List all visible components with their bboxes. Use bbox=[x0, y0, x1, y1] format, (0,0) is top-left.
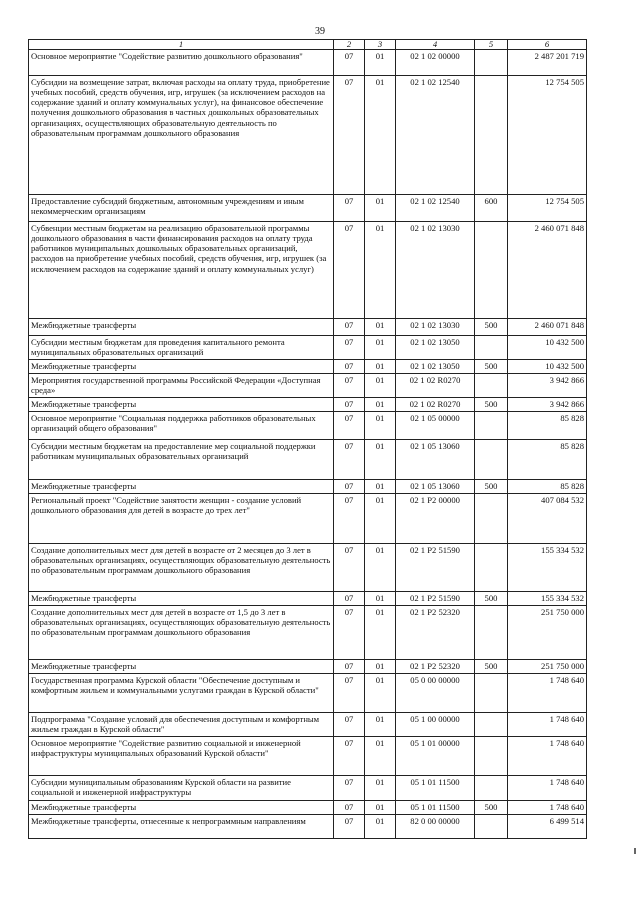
row-target-item: 05 0 00 00000 bbox=[396, 674, 475, 713]
row-section: 07 bbox=[334, 713, 365, 737]
row-section: 07 bbox=[334, 480, 365, 494]
row-section: 07 bbox=[334, 606, 365, 660]
row-expense-type bbox=[475, 674, 508, 713]
row-target-item: 02 1 02 R0270 bbox=[396, 398, 475, 412]
row-section: 07 bbox=[334, 412, 365, 440]
row-amount: 1 748 640 bbox=[508, 776, 587, 801]
row-amount: 6 499 514 bbox=[508, 815, 587, 839]
row-expense-type bbox=[475, 606, 508, 660]
row-expense-type bbox=[475, 412, 508, 440]
table-row bbox=[29, 592, 587, 606]
table-row bbox=[29, 660, 587, 674]
row-expense-type bbox=[475, 815, 508, 839]
row-section: 07 bbox=[334, 776, 365, 801]
row-section: 07 bbox=[334, 544, 365, 592]
row-amount: 1 748 640 bbox=[508, 801, 587, 815]
row-amount: 3 942 866 bbox=[508, 398, 587, 412]
table-row bbox=[29, 713, 587, 737]
row-expense-type: 500 bbox=[475, 801, 508, 815]
header-col-expense-type: 5 bbox=[475, 40, 508, 50]
row-amount: 85 828 bbox=[508, 480, 587, 494]
row-expense-type: 500 bbox=[475, 360, 508, 374]
row-expense-type bbox=[475, 222, 508, 319]
row-subsection: 01 bbox=[365, 494, 396, 544]
row-name: Межбюджетные трансферты bbox=[29, 660, 334, 674]
table-row bbox=[29, 494, 587, 544]
row-amount: 12 754 505 bbox=[508, 76, 587, 195]
row-name: Основное мероприятие "Содействие развитию социальной и инженерной инфраструктуры муниципальных образований Курской области" bbox=[29, 737, 334, 776]
row-expense-type bbox=[475, 374, 508, 398]
row-expense-type: 500 bbox=[475, 480, 508, 494]
table-row bbox=[29, 50, 587, 76]
row-subsection: 01 bbox=[365, 360, 396, 374]
row-name: Субвенции местным бюджетам на реализацию образовательной программы дошкольного образования в части финансирования расходов на оплату труда работников муниципальных дошкольных образовательных организаций, расходов на приобретение учебных пособий, средств обучения, игр, игрушек (за исключением расходов на содержание зданий и оплату коммунальных услуг) bbox=[29, 222, 334, 319]
row-section: 07 bbox=[334, 76, 365, 195]
row-subsection: 01 bbox=[365, 222, 396, 319]
row-name: Региональный проект "Содействие занятости женщин - создание условий дошкольного образования для детей в возрасте до трех лет" bbox=[29, 494, 334, 544]
table-row bbox=[29, 544, 587, 592]
budget-table bbox=[28, 39, 587, 839]
table-row bbox=[29, 440, 587, 480]
row-section: 07 bbox=[334, 592, 365, 606]
row-name: Создание дополнительных мест для детей в возрасте от 2 месяцев до 3 лет в образовательных организациях, осуществляющих образовательную деятельность по образовательным программам дошкольного образования bbox=[29, 544, 334, 592]
row-section: 07 bbox=[334, 815, 365, 839]
row-subsection: 01 bbox=[365, 374, 396, 398]
scan-mark bbox=[634, 848, 636, 854]
row-target-item: 02 1 P2 51590 bbox=[396, 544, 475, 592]
table-row bbox=[29, 76, 587, 195]
row-target-item: 05 1 00 00000 bbox=[396, 713, 475, 737]
row-expense-type bbox=[475, 544, 508, 592]
row-amount: 85 828 bbox=[508, 440, 587, 480]
row-subsection: 01 bbox=[365, 737, 396, 776]
row-amount: 1 748 640 bbox=[508, 674, 587, 713]
table-row bbox=[29, 319, 587, 336]
row-amount: 3 942 866 bbox=[508, 374, 587, 398]
row-section: 07 bbox=[334, 374, 365, 398]
row-amount: 2 460 071 848 bbox=[508, 319, 587, 336]
row-name: Основное мероприятие "Содействие развитию дошкольного образования" bbox=[29, 50, 334, 76]
row-name: Предоставление субсидий бюджетным, автономным учреждениям и иным некоммерческим организациям bbox=[29, 195, 334, 222]
row-subsection: 01 bbox=[365, 815, 396, 839]
row-section: 07 bbox=[334, 222, 365, 319]
row-subsection: 01 bbox=[365, 776, 396, 801]
row-name: Межбюджетные трансферты bbox=[29, 398, 334, 412]
row-target-item: 02 1 05 13060 bbox=[396, 440, 475, 480]
row-name: Государственная программа Курской области "Обеспечение доступным и комфортным жильем и коммунальными услугами граждан в Курской области" bbox=[29, 674, 334, 713]
row-subsection: 01 bbox=[365, 440, 396, 480]
table-row bbox=[29, 222, 587, 319]
row-amount: 10 432 500 bbox=[508, 336, 587, 360]
row-name: Межбюджетные трансферты bbox=[29, 592, 334, 606]
row-section: 07 bbox=[334, 440, 365, 480]
row-target-item: 02 1 02 12540 bbox=[396, 76, 475, 195]
row-expense-type bbox=[475, 440, 508, 480]
table-row bbox=[29, 776, 587, 801]
row-name: Субсидии местным бюджетам для проведения капитального ремонта муниципальных образовательных организаций bbox=[29, 336, 334, 360]
row-target-item: 05 1 01 00000 bbox=[396, 737, 475, 776]
row-subsection: 01 bbox=[365, 592, 396, 606]
table-row bbox=[29, 737, 587, 776]
row-target-item: 02 1 02 00000 bbox=[396, 50, 475, 76]
table-row bbox=[29, 336, 587, 360]
row-expense-type bbox=[475, 776, 508, 801]
row-amount: 2 460 071 848 bbox=[508, 222, 587, 319]
row-amount: 407 084 532 bbox=[508, 494, 587, 544]
row-amount: 251 750 000 bbox=[508, 660, 587, 674]
row-target-item: 02 1 02 13030 bbox=[396, 222, 475, 319]
row-target-item: 02 1 05 00000 bbox=[396, 412, 475, 440]
header-col-amount: 6 bbox=[508, 40, 587, 50]
row-name: Межбюджетные трансферты bbox=[29, 480, 334, 494]
row-amount: 2 487 201 719 bbox=[508, 50, 587, 76]
row-expense-type bbox=[475, 76, 508, 195]
row-amount: 85 828 bbox=[508, 412, 587, 440]
table-row bbox=[29, 801, 587, 815]
row-expense-type: 500 bbox=[475, 319, 508, 336]
header-col-name: 1 bbox=[29, 40, 334, 50]
row-subsection: 01 bbox=[365, 674, 396, 713]
row-name: Основное мероприятие "Социальная поддержка работников образовательных организаций общего образования" bbox=[29, 412, 334, 440]
row-target-item: 05 1 01 11500 bbox=[396, 776, 475, 801]
row-name: Мероприятия государственной программы Российской Федерации «Доступная среда» bbox=[29, 374, 334, 398]
row-section: 07 bbox=[334, 674, 365, 713]
row-subsection: 01 bbox=[365, 336, 396, 360]
row-target-item: 02 1 P2 51590 bbox=[396, 592, 475, 606]
row-amount: 1 748 640 bbox=[508, 713, 587, 737]
row-amount: 10 432 500 bbox=[508, 360, 587, 374]
row-target-item: 05 1 01 11500 bbox=[396, 801, 475, 815]
row-section: 07 bbox=[334, 494, 365, 544]
row-target-item: 82 0 00 00000 bbox=[396, 815, 475, 839]
row-name: Создание дополнительных мест для детей в возрасте от 1,5 до 3 лет в образовательных организациях, осуществляющих образовательную деятельность по образовательным программам дошкольного образования bbox=[29, 606, 334, 660]
table-row bbox=[29, 606, 587, 660]
row-subsection: 01 bbox=[365, 544, 396, 592]
row-subsection: 01 bbox=[365, 660, 396, 674]
row-name: Подпрограмма "Создание условий для обеспечения доступным и комфортным жильем граждан в Курской области" bbox=[29, 713, 334, 737]
row-section: 07 bbox=[334, 50, 365, 76]
row-target-item: 02 1 P2 00000 bbox=[396, 494, 475, 544]
row-amount: 12 754 505 bbox=[508, 195, 587, 222]
row-subsection: 01 bbox=[365, 50, 396, 76]
page-number: 39 bbox=[315, 26, 325, 37]
row-subsection: 01 bbox=[365, 713, 396, 737]
table-row bbox=[29, 815, 587, 839]
table-row bbox=[29, 195, 587, 222]
row-expense-type: 500 bbox=[475, 660, 508, 674]
row-subsection: 01 bbox=[365, 76, 396, 195]
header-col-section: 2 bbox=[334, 40, 365, 50]
row-target-item: 02 1 P2 52320 bbox=[396, 606, 475, 660]
row-expense-type: 600 bbox=[475, 195, 508, 222]
row-expense-type bbox=[475, 713, 508, 737]
row-name: Межбюджетные трансферты bbox=[29, 360, 334, 374]
row-expense-type bbox=[475, 336, 508, 360]
row-name: Субсидии местным бюджетам на предоставление мер социальной поддержки работникам муниципальных образовательных организаций bbox=[29, 440, 334, 480]
row-section: 07 bbox=[334, 336, 365, 360]
row-subsection: 01 bbox=[365, 801, 396, 815]
header-col-subsection: 3 bbox=[365, 40, 396, 50]
row-name: Межбюджетные трансферты, отнесенные к непрограммным направлениям bbox=[29, 815, 334, 839]
header-col-target-item: 4 bbox=[396, 40, 475, 50]
table-row bbox=[29, 674, 587, 713]
row-target-item: 02 1 02 13050 bbox=[396, 360, 475, 374]
header-row bbox=[29, 40, 587, 50]
row-target-item: 02 1 02 13030 bbox=[396, 319, 475, 336]
table-row bbox=[29, 374, 587, 398]
row-subsection: 01 bbox=[365, 480, 396, 494]
row-section: 07 bbox=[334, 319, 365, 336]
row-expense-type: 500 bbox=[475, 592, 508, 606]
row-name: Субсидии на возмещение затрат, включая расходы на оплату труда, приобретение учебных пособий, средств обучения, игр, игрушек (за исключением расходов на содержание зданий и оплату коммунальных услуг), на финансовое обеспечение получения дошкольного образования в частных дошкольных образовательных организациях, осуществляющих образовательную деятельность по образовательным программам дошкольного образования bbox=[29, 76, 334, 195]
row-section: 07 bbox=[334, 801, 365, 815]
row-amount: 251 750 000 bbox=[508, 606, 587, 660]
row-section: 07 bbox=[334, 360, 365, 374]
row-expense-type: 500 bbox=[475, 398, 508, 412]
row-subsection: 01 bbox=[365, 412, 396, 440]
row-amount: 155 334 532 bbox=[508, 544, 587, 592]
row-expense-type bbox=[475, 494, 508, 544]
row-target-item: 02 1 02 R0270 bbox=[396, 374, 475, 398]
table-row bbox=[29, 360, 587, 374]
row-subsection: 01 bbox=[365, 398, 396, 412]
row-subsection: 01 bbox=[365, 606, 396, 660]
row-subsection: 01 bbox=[365, 319, 396, 336]
row-amount: 155 334 532 bbox=[508, 592, 587, 606]
table-row bbox=[29, 398, 587, 412]
table-row bbox=[29, 412, 587, 440]
row-section: 07 bbox=[334, 737, 365, 776]
row-target-item: 02 1 05 13060 bbox=[396, 480, 475, 494]
row-name: Межбюджетные трансферты bbox=[29, 801, 334, 815]
row-expense-type bbox=[475, 737, 508, 776]
row-section: 07 bbox=[334, 195, 365, 222]
row-expense-type bbox=[475, 50, 508, 76]
table-row bbox=[29, 480, 587, 494]
row-target-item: 02 1 P2 52320 bbox=[396, 660, 475, 674]
row-section: 07 bbox=[334, 398, 365, 412]
row-subsection: 01 bbox=[365, 195, 396, 222]
row-target-item: 02 1 02 13050 bbox=[396, 336, 475, 360]
row-section: 07 bbox=[334, 660, 365, 674]
row-target-item: 02 1 02 12540 bbox=[396, 195, 475, 222]
row-amount: 1 748 640 bbox=[508, 737, 587, 776]
row-name: Межбюджетные трансферты bbox=[29, 319, 334, 336]
row-name: Субсидии муниципальным образованиям Курской области на развитие социальной и инженерной инфраструктуры bbox=[29, 776, 334, 801]
